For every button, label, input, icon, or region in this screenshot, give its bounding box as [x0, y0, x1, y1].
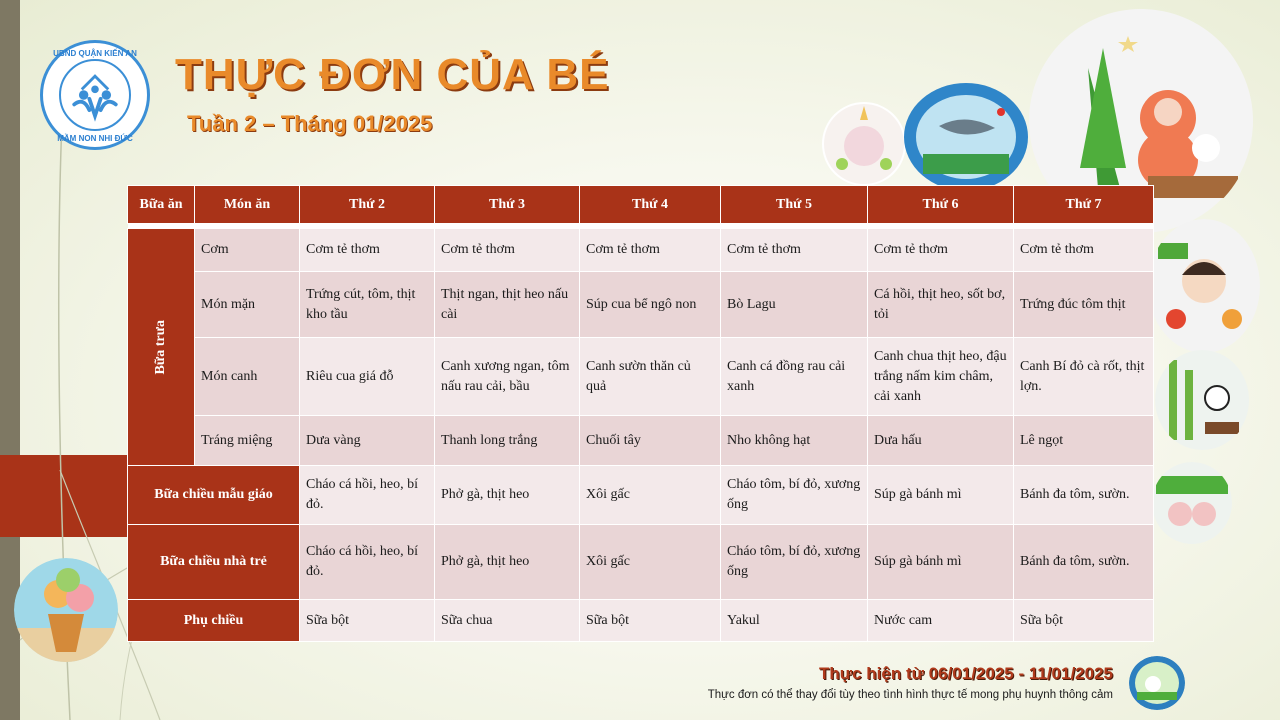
header-cell-dish: Món ăn — [195, 186, 300, 224]
school-logo-icon — [59, 59, 131, 131]
table-row — [128, 600, 1154, 642]
menu-cell: Cháo cá hồi, heo, bí đỏ. — [300, 466, 435, 525]
menu-cell: Cơm tẻ thơm — [580, 229, 721, 272]
menu-cell: Canh Bí đỏ cà rốt, thịt lợn. — [1014, 338, 1154, 416]
menu-cell: Xôi gấc — [580, 525, 721, 600]
dish-label: Món canh — [195, 338, 300, 416]
header-cell-mon: Thứ 2 — [300, 186, 435, 224]
menu-cell: Cá hồi, thịt heo, sốt bơ, tỏi — [868, 272, 1014, 338]
girl-plate-photo — [1148, 219, 1260, 353]
menu-cell: Chuối tây — [580, 416, 721, 466]
table-row — [128, 416, 1154, 466]
left-red-accent — [0, 455, 128, 537]
menu-cell: Cơm tẻ thơm — [1014, 229, 1154, 272]
header-cell-thu: Thứ 5 — [721, 186, 868, 224]
header-cell-fri: Thứ 6 — [868, 186, 1014, 224]
menu-cell: Lê ngọt — [1014, 416, 1154, 466]
menu-cell: Cơm tẻ thơm — [435, 229, 580, 272]
menu-cell: Trứng đúc tôm thịt — [1014, 272, 1154, 338]
meal-label: Bữa chiều mẫu giáo — [128, 466, 300, 525]
menu-cell: Canh xương ngan, tôm nấu rau cải, bầu — [435, 338, 580, 416]
menu-cell: Thanh long trắng — [435, 416, 580, 466]
menu-cell: Nho không hạt — [721, 416, 868, 466]
menu-cell: Xôi gấc — [580, 466, 721, 525]
school-logo — [40, 40, 150, 150]
dish-label: Cơm — [195, 229, 300, 272]
menu-cell: Cơm tẻ thơm — [868, 229, 1014, 272]
menu-cell: Thịt ngan, thịt heo nấu cài — [435, 272, 580, 338]
table-row — [128, 229, 1154, 272]
menu-cell: Sữa chua — [435, 600, 580, 642]
menu-cell: Sữa bột — [300, 600, 435, 642]
table-row — [128, 338, 1154, 416]
menu-cell: Súp gà bánh mì — [868, 466, 1014, 525]
menu-cell: Canh sườn thăn củ quả — [580, 338, 721, 416]
page-title: THỰC ĐƠN CỦA BÉ — [175, 50, 610, 99]
pig-plate-photo — [1152, 462, 1232, 544]
table-row — [128, 466, 1154, 525]
menu-cell: Canh cá đồng rau cải xanh — [721, 338, 868, 416]
logo-ring-bottom: MẦM NON NHI ĐỨC — [57, 134, 133, 143]
table-row — [128, 272, 1154, 338]
menu-table — [127, 185, 1154, 642]
meal-label: Bữa chiều nhà trẻ — [128, 525, 300, 600]
menu-cell: Súp gà bánh mì — [868, 525, 1014, 600]
header-cell-meal: Bữa ăn — [128, 186, 195, 224]
footer-note: Thực đơn có thể thay đổi tùy theo tình hình thực tế mong phụ huynh thông cảm — [707, 689, 1113, 701]
menu-cell: Cơm tẻ thơm — [721, 229, 868, 272]
table-row — [128, 525, 1154, 600]
table-header-row — [128, 186, 1154, 224]
menu-cell: Riêu cua giá đỗ — [300, 338, 435, 416]
menu-cell: Dưa hấu — [868, 416, 1014, 466]
unicorn-plate-photo — [822, 102, 906, 186]
menu-cell: Súp cua bể ngô non — [580, 272, 721, 338]
panda-plate-photo — [1155, 350, 1250, 450]
menu-cell: Nước cam — [868, 600, 1014, 642]
menu-cell: Bánh đa tôm, sườn. — [1014, 466, 1154, 525]
menu-cell: Trứng cút, tôm, thịt kho tầu — [300, 272, 435, 338]
menu-cell: Sữa bột — [1014, 600, 1154, 642]
menu-cell: Phở gà, thịt heo — [435, 466, 580, 525]
menu-cell: Yakul — [721, 600, 868, 642]
menu-cell: Cháo cá hồi, heo, bí đỏ. — [300, 525, 435, 600]
lunch-group-cell — [128, 229, 195, 466]
meal-label: Phụ chiều — [128, 600, 300, 642]
lunch-label: Bữa trưa — [153, 319, 168, 375]
menu-cell: Cơm tẻ thơm — [300, 229, 435, 272]
ice-cream-photo — [14, 558, 118, 662]
logo-ring-top: UBND QUẬN KIẾN AN — [53, 49, 137, 58]
header-cell-wed: Thứ 4 — [580, 186, 721, 224]
header-cell-sat: Thứ 7 — [1014, 186, 1154, 224]
menu-cell: Cháo tôm, bí đỏ, xương ống — [721, 525, 868, 600]
menu-cell: Sữa bột — [580, 600, 721, 642]
header-cell-tue: Thứ 3 — [435, 186, 580, 224]
dog-plate-photo — [1129, 656, 1185, 710]
dish-label: Món mặn — [195, 272, 300, 338]
menu-cell: Phở gà, thịt heo — [435, 525, 580, 600]
menu-cell: Dưa vàng — [300, 416, 435, 466]
menu-cell: Canh chua thịt heo, đậu trắng nấm kim châm, cải xanh — [868, 338, 1014, 416]
menu-cell: Bò Lagu — [721, 272, 868, 338]
date-range: Thực hiện từ 06/01/2025 - 11/01/2025 — [819, 664, 1113, 683]
menu-cell: Cháo tôm, bí đỏ, xương ống — [721, 466, 868, 525]
dish-label: Tráng miệng — [195, 416, 300, 466]
menu-cell: Bánh đa tôm, sườn. — [1014, 525, 1154, 600]
page-subtitle: Tuần 2 – Tháng 01/2025 — [187, 111, 433, 136]
shark-plate-photo — [903, 82, 1029, 192]
